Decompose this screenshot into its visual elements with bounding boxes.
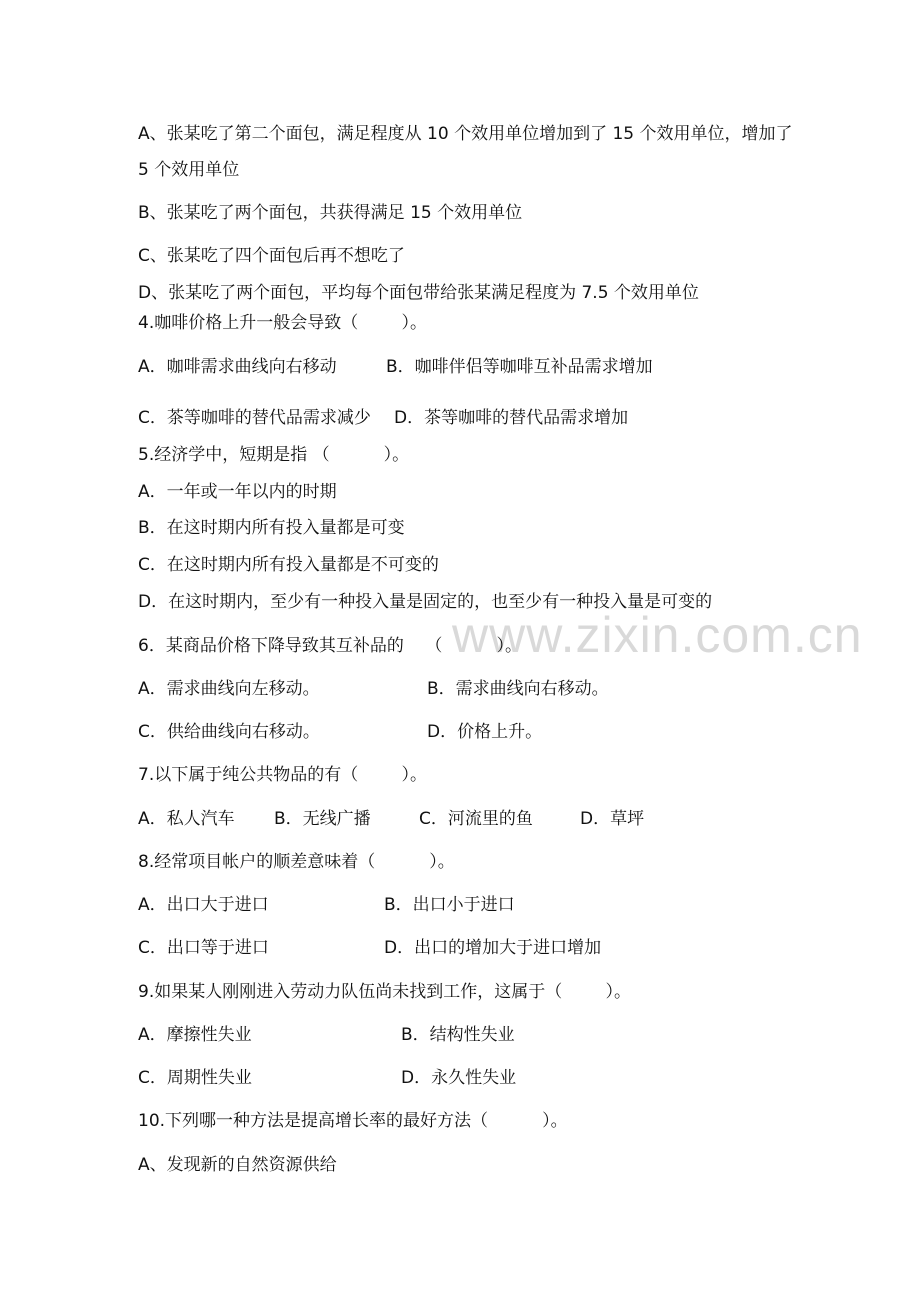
q6-option-a: A．需求曲线向左移动。 (138, 679, 320, 699)
q8-option-a: A．出口大于进口 (138, 895, 269, 915)
q3-option-d: D、张某吃了两个面包，平均每个面包带给张某满足程度为 7.5 个效用单位 (138, 283, 699, 303)
q5-option-d: D．在这时期内，至少有一种投入量是固定的，也至少有一种投入量是可变的 (138, 592, 713, 612)
q7-option-a: A．私人汽车 (138, 809, 235, 829)
q6-option-c: C．供给曲线向右移动。 (138, 722, 320, 742)
q3-option-a-line1: A、张某吃了第二个面包，满足程度从 10 个效用单位增加到了 15 个效用单位，增加了 (138, 124, 793, 144)
q9-option-a: A．摩擦性失业 (138, 1025, 252, 1045)
q5-option-b: B．在这时期内所有投入量都是可变 (138, 518, 405, 538)
q9-option-d: D．永久性失业 (401, 1068, 517, 1088)
q4-option-d: D．茶等咖啡的替代品需求增加 (394, 408, 629, 428)
q3-option-b: B、张某吃了两个面包，共获得满足 15 个效用单位 (138, 203, 523, 223)
q8-option-c: C．出口等于进口 (138, 938, 269, 958)
q3-option-a-line2: 5 个效用单位 (138, 160, 240, 180)
q6-option-d: D．价格上升。 (427, 722, 543, 742)
q3-option-c: C、张某吃了四个面包后再不想吃了 (138, 246, 405, 266)
q7-option-c: C．河流里的鱼 (419, 809, 533, 829)
q9-option-b: B．结构性失业 (401, 1025, 515, 1045)
q4-stem: 4.咖啡价格上升一般会导致（ ）。 (138, 313, 427, 333)
q10-option-a: A、发现新的自然资源供给 (138, 1155, 337, 1175)
q4-option-c: C．茶等咖啡的替代品需求减少 (138, 408, 371, 428)
q5-option-c: C．在这时期内所有投入量都是不可变的 (138, 555, 439, 575)
q4-option-a: A．咖啡需求曲线向右移动 (138, 357, 337, 377)
q7-option-b: B．无线广播 (274, 809, 371, 829)
q7-stem: 7.以下属于纯公共物品的有（ ）。 (138, 765, 427, 785)
q10-stem: 10.下列哪一种方法是提高增长率的最好方法（ ）。 (138, 1111, 568, 1131)
q8-option-b: B．出口小于进口 (384, 895, 515, 915)
q5-option-a: A．一年或一年以内的时期 (138, 482, 337, 502)
q8-stem: 8.经常项目帐户的顺差意味着（ ）。 (138, 852, 455, 872)
q5-stem: 5.经济学中，短期是指 （ ）。 (138, 445, 410, 465)
q9-stem: 9.如果某人刚刚进入劳动力队伍尚未找到工作，这属于（ ）。 (138, 982, 631, 1002)
q4-option-b: B．咖啡伴侣等咖啡互补品需求增加 (386, 357, 653, 377)
q6-stem: 6．某商品价格下降导致其互补品的 （ ）。 (138, 636, 522, 656)
q6-option-b: B．需求曲线向右移动。 (427, 679, 609, 699)
q7-option-d: D．草坪 (580, 809, 645, 829)
watermark: www.zixin.com.cn (452, 607, 863, 663)
q9-option-c: C．周期性失业 (138, 1068, 252, 1088)
q8-option-d: D．出口的增加大于进口增加 (384, 938, 602, 958)
